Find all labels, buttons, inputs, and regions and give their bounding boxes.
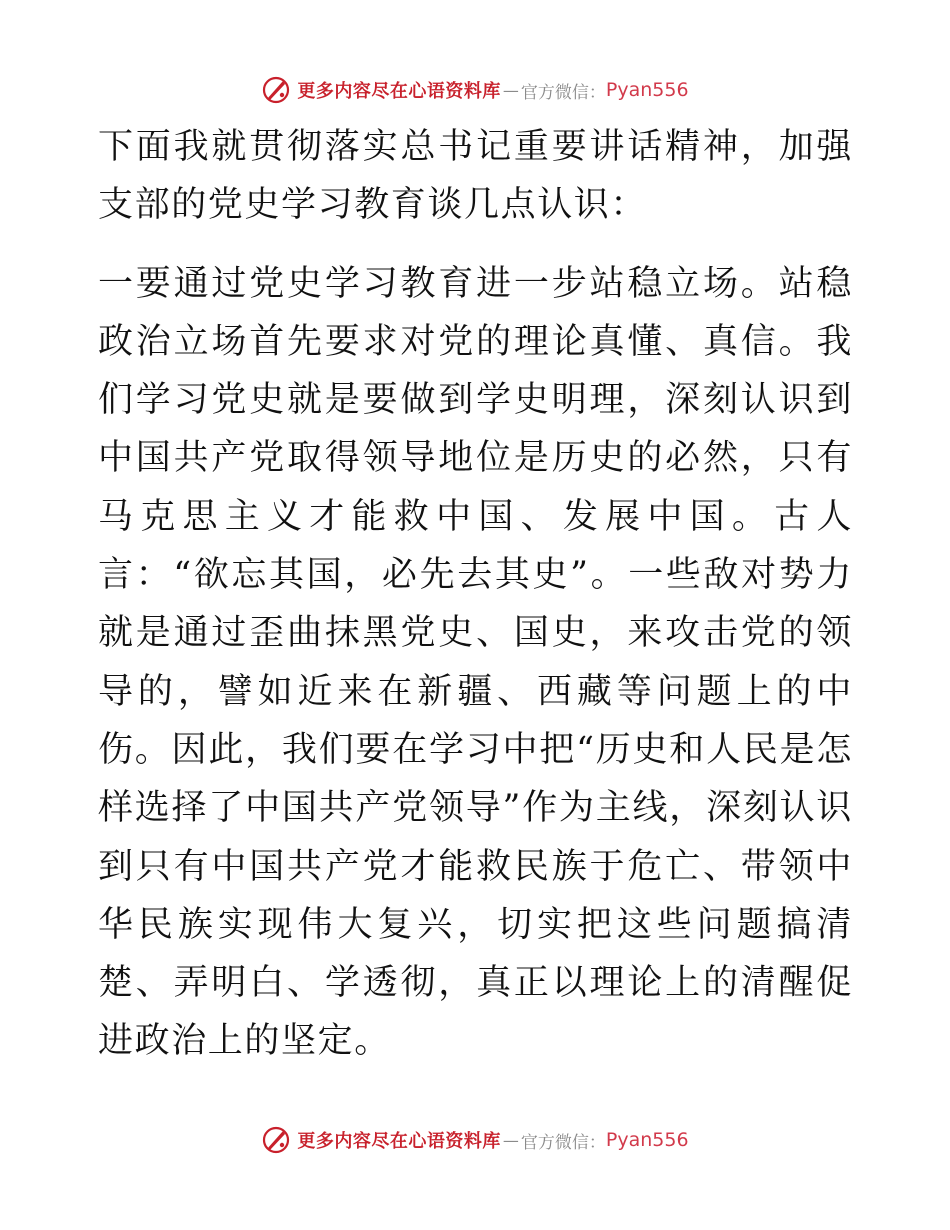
header-watermark bbox=[0, 70, 950, 110]
watermark-sub-text: 官方微信： bbox=[520, 82, 606, 103]
document-body bbox=[98, 118, 853, 1071]
paragraph-point-one: 一要通过党史学习教育进一步站稳立场。站稳政治立场首先要求对党的理论真懂、真信。我们学习党史就是要做到学史明理，深刻认识到中国共产党取得领导地位是历史的必然，只有马克思主义才能救中国、发展中国。古人言：“欲忘其国，必先去其史”。一些敌对势力就是通过歪曲抹黑党史、国史，来攻击党的领导的，譬如近来在新疆、西藏等问题上的中伤。因此，我们要在学习中把“历史和人民是怎样选择了中国共产党领导”作为主线，深刻认识到只有中国共产党才能救民族于危亡、带领中华民族实现伟大复兴，切实把这些问题搞清楚、弄明白、学透彻，真正以理论上的清醒促进政治上的坚定。 bbox=[98, 263, 853, 1062]
watermark-wechat-id: Pyan556 bbox=[605, 1129, 689, 1151]
watermark-brand-text: 更多内容尽在心语资料库 bbox=[297, 81, 501, 102]
quill-pen-logo-icon bbox=[261, 1125, 291, 1155]
watermark-brand-text: 更多内容尽在心语资料库 bbox=[297, 1131, 501, 1152]
watermark-sub-text: 官方微信： bbox=[520, 1132, 606, 1153]
watermark-wechat-id: Pyan556 bbox=[605, 79, 689, 101]
quill-pen-logo-icon bbox=[261, 75, 291, 105]
watermark-separator: — bbox=[502, 80, 519, 100]
footer-watermark bbox=[0, 1120, 950, 1160]
paragraph-intro: 下面我就贯彻落实总书记重要讲话精神，加强支部的党史学习教育谈几点认识： bbox=[98, 127, 853, 226]
watermark-separator: — bbox=[502, 1130, 519, 1150]
